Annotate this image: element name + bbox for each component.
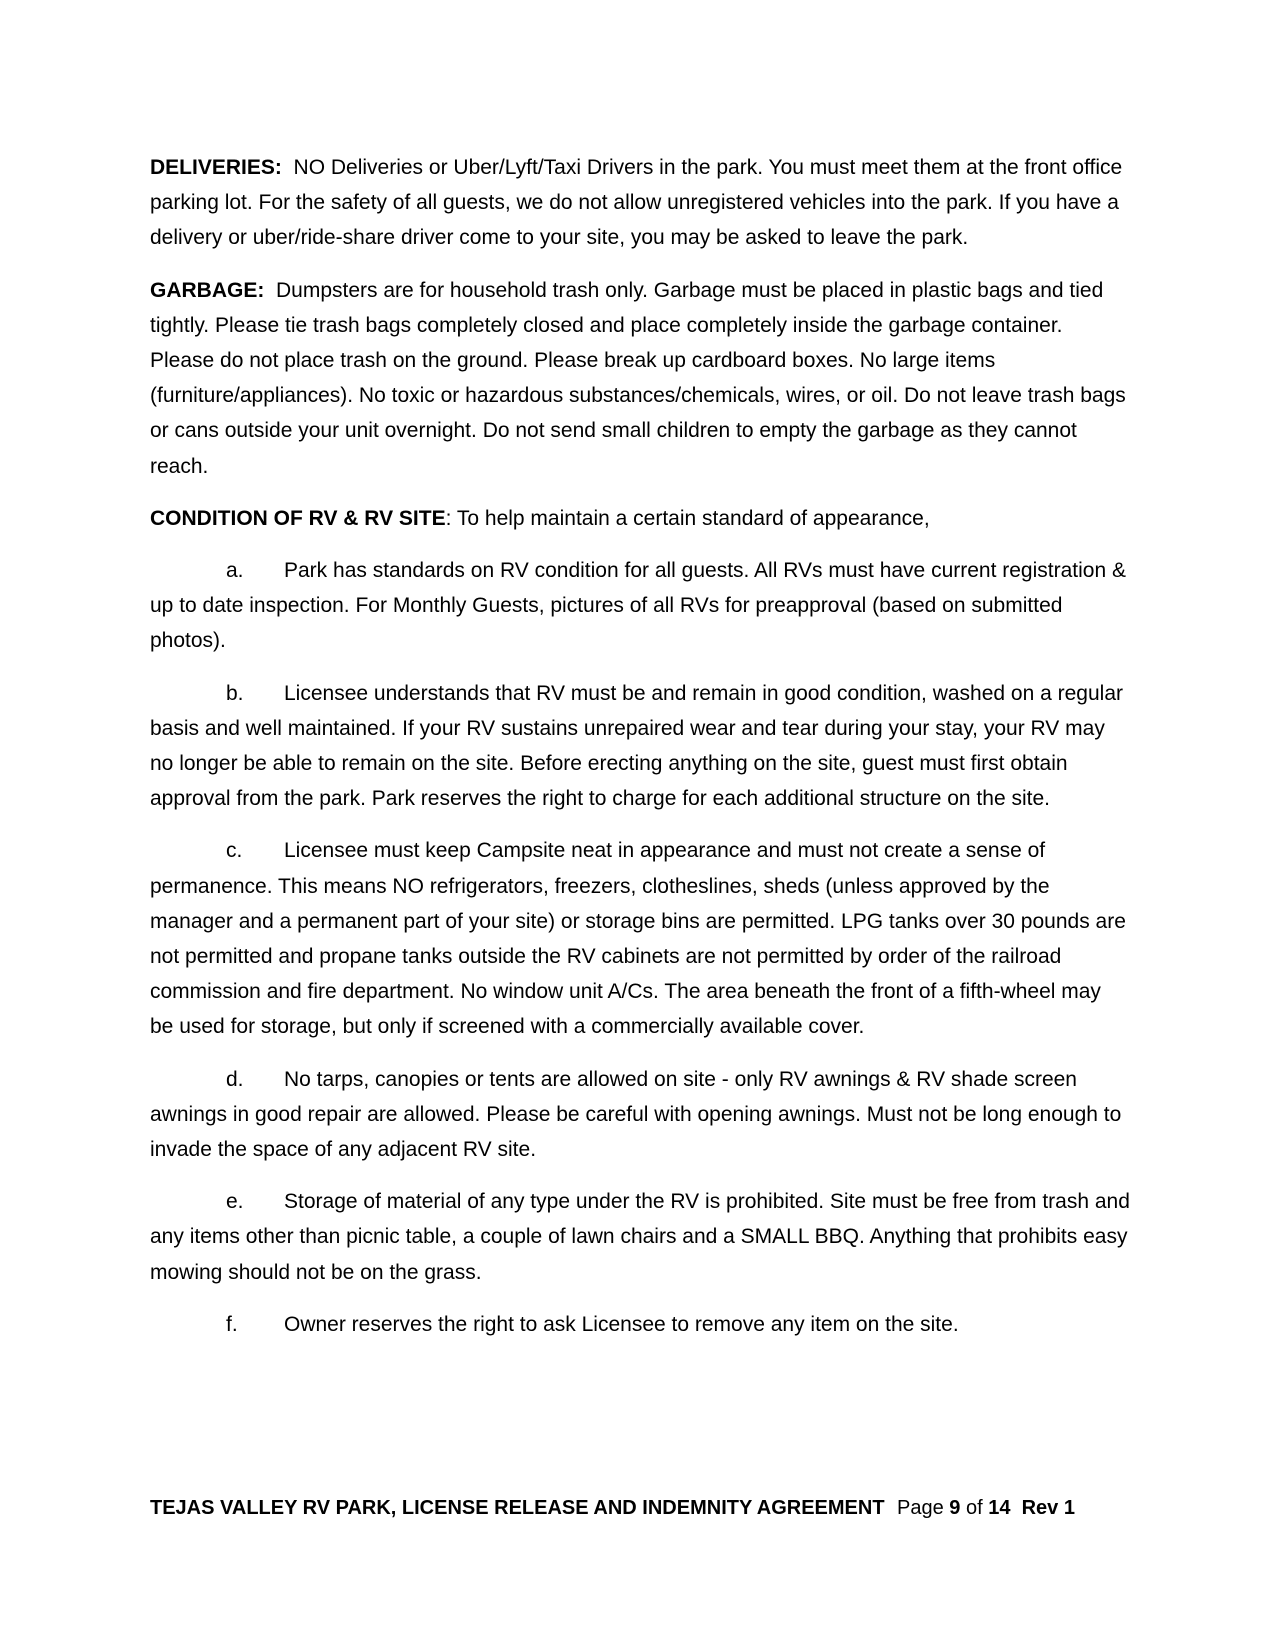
page-total: 14 <box>988 1497 1011 1519</box>
condition-item-f <box>150 1307 1130 1342</box>
page-indicator <box>897 1493 1075 1523</box>
deliveries-section <box>150 150 1130 256</box>
deliveries-heading: DELIVERIES: <box>150 156 282 179</box>
condition-item-e <box>150 1184 1130 1290</box>
footer-title: TEJAS VALLEY RV PARK, LICENSE RELEASE AND INDEMNITY AGREEMENT <box>150 1497 885 1519</box>
item-letter: b. <box>226 681 244 705</box>
item-text: Licensee must keep Campsite neat in appearance and must not create a sense of permanence. This means NO refrigerators, freezers, clotheslines, sheds (unless approved by the manager and a permanent part of your site) or storage bins are permitted. LPG tanks over 30 pounds are not permitted and propane tanks outside the RV cabinets are not permitted by order of the railroad commission and fire department. No window unit A/Cs. The area beneath the front of a fifth-wheel may be used for storage, but only if screened with a commercially available cover. <box>150 839 1126 1039</box>
item-text: Storage of material of any type under the RV is prohibited. Site must be free from trash and any items other than picnic table, a couple of lawn chairs and a SMALL BBQ. Anything that prohibits easy mowing should not be on the grass. <box>150 1190 1130 1284</box>
item-text: Park has standards on RV condition for all guests. All RVs must have current registration & up to date inspection. For Monthly Guests, pictures of all RVs for preapproval (based on submitted photos). <box>150 559 1126 653</box>
condition-section <box>150 501 1130 536</box>
item-text: No tarps, canopies or tents are allowed on site - only RV awnings & RV shade screen awnings in good repair are allowed. Please be careful with opening awnings. Must not be long enough to invade the space of any adjacent RV site. <box>150 1067 1122 1162</box>
condition-item-b <box>150 676 1130 817</box>
garbage-text: Dumpsters are for household trash only. Garbage must be placed in plastic bags and tied tightly. Please tie trash bags completely closed and place completely inside the garbage container. Please do not place trash on the ground. Please break up cardboard boxes. No large items (furniture/appliances). No toxic or hazardous substances/chemicals, wires, or oil. Do not leave trash bags or cans outside your unit overnight. Do not send small children to empty the garbage as they cannot reach. <box>150 278 1126 478</box>
condition-intro: : To help maintain a certain standard of appearance, <box>445 506 930 530</box>
page-number: 9 <box>949 1497 961 1519</box>
item-letter: c. <box>226 839 243 863</box>
page-word: Page <box>897 1497 944 1519</box>
condition-item-a <box>150 553 1130 659</box>
condition-item-c <box>150 833 1130 1044</box>
page-footer <box>150 1493 1150 1523</box>
garbage-heading: GARBAGE: <box>150 278 265 302</box>
condition-heading: CONDITION OF RV & RV SITE <box>150 506 446 530</box>
item-text: Owner reserves the right to ask Licensee to remove any item on the site. <box>284 1312 959 1336</box>
item-letter: a. <box>226 559 244 583</box>
of-word: of <box>965 1497 983 1519</box>
deliveries-text: NO Deliveries or Uber/Lyft/Taxi Drivers in the park. You must meet them at the front office parking lot. For the safety of all guests, we do not allow unregistered vehicles into the park. If you have a delivery or uber/ride-share driver come to your site, you may be asked to leave the park. <box>150 156 1123 250</box>
item-text: Licensee understands that RV must be and remain in good condition, washed on a regular basis and well maintained. If your RV sustains unrepaired wear and tear during your stay, your RV may no longer be able to remain on the site. Before erecting anything on the site, guest must first obtain approval from the park. Park reserves the right to charge for each additional structure on the site. <box>150 681 1123 811</box>
page-content <box>150 150 1130 1359</box>
garbage-section <box>150 273 1130 484</box>
revision-label: Rev 1 <box>1021 1497 1075 1519</box>
item-letter: d. <box>226 1067 244 1091</box>
item-letter: f. <box>226 1312 238 1336</box>
item-letter: e. <box>226 1190 244 1214</box>
condition-item-d <box>150 1062 1130 1168</box>
